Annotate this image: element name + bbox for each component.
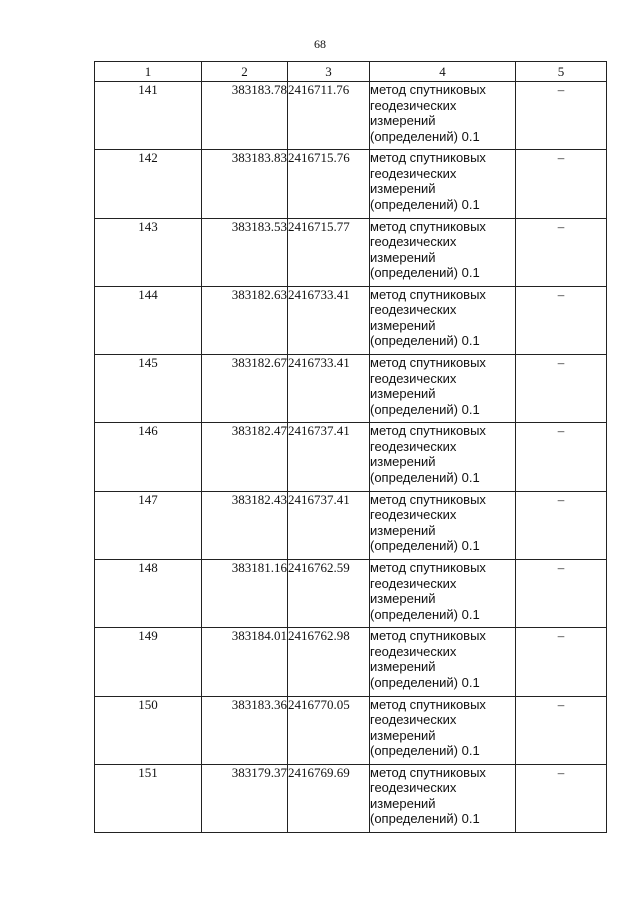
method-cell: метод спутниковых геодезических измерений (определений) 0.1	[370, 355, 516, 423]
y-coordinate-cell: 2416762.98	[288, 628, 370, 696]
x-coordinate-cell: 383182.63	[202, 286, 288, 354]
x-coordinate-cell: 383182.43	[202, 491, 288, 559]
y-coordinate-cell: 2416715.76	[288, 150, 370, 218]
table-header-row	[95, 62, 607, 82]
coordinates-table	[94, 61, 607, 833]
table-row	[95, 764, 607, 832]
method-cell: метод спутниковых геодезических измерений (определений) 0.1	[370, 82, 516, 150]
col5-cell: –	[516, 286, 607, 354]
col5-cell: –	[516, 82, 607, 150]
method-cell: метод спутниковых геодезических измерений (определений) 0.1	[370, 218, 516, 286]
table-row	[95, 150, 607, 218]
header-col-3: 3	[288, 62, 370, 82]
table-row	[95, 355, 607, 423]
x-coordinate-cell: 383183.36	[202, 696, 288, 764]
point-number-cell: 150	[95, 696, 202, 764]
table-row	[95, 82, 607, 150]
col5-cell: –	[516, 423, 607, 491]
table-row	[95, 218, 607, 286]
table-row	[95, 560, 607, 628]
col5-cell: –	[516, 491, 607, 559]
y-coordinate-cell: 2416733.41	[288, 355, 370, 423]
method-cell: метод спутниковых геодезических измерений (определений) 0.1	[370, 628, 516, 696]
method-cell: метод спутниковых геодезических измерений (определений) 0.1	[370, 696, 516, 764]
x-coordinate-cell: 383182.67	[202, 355, 288, 423]
header-col-1: 1	[95, 62, 202, 82]
col5-cell: –	[516, 628, 607, 696]
point-number-cell: 141	[95, 82, 202, 150]
method-cell: метод спутниковых геодезических измерений (определений) 0.1	[370, 286, 516, 354]
x-coordinate-cell: 383183.83	[202, 150, 288, 218]
header-col-4: 4	[370, 62, 516, 82]
method-cell: метод спутниковых геодезических измерений (определений) 0.1	[370, 150, 516, 218]
y-coordinate-cell: 2416762.59	[288, 560, 370, 628]
point-number-cell: 149	[95, 628, 202, 696]
method-cell: метод спутниковых геодезических измерений (определений) 0.1	[370, 423, 516, 491]
page-number: 68	[314, 37, 326, 51]
point-number-cell: 142	[95, 150, 202, 218]
point-number-cell: 151	[95, 764, 202, 832]
point-number-cell: 144	[95, 286, 202, 354]
x-coordinate-cell: 383183.53	[202, 218, 288, 286]
table-row	[95, 286, 607, 354]
col5-cell: –	[516, 696, 607, 764]
x-coordinate-cell: 383182.47	[202, 423, 288, 491]
point-number-cell: 148	[95, 560, 202, 628]
point-number-cell: 146	[95, 423, 202, 491]
table-row	[95, 696, 607, 764]
col5-cell: –	[516, 355, 607, 423]
y-coordinate-cell: 2416711.76	[288, 82, 370, 150]
y-coordinate-cell: 2416770.05	[288, 696, 370, 764]
col5-cell: –	[516, 218, 607, 286]
y-coordinate-cell: 2416737.41	[288, 491, 370, 559]
x-coordinate-cell: 383184.01	[202, 628, 288, 696]
table-row	[95, 628, 607, 696]
method-cell: метод спутниковых геодезических измерений (определений) 0.1	[370, 764, 516, 832]
col5-cell: –	[516, 150, 607, 218]
x-coordinate-cell: 383179.37	[202, 764, 288, 832]
header-col-2: 2	[202, 62, 288, 82]
y-coordinate-cell: 2416733.41	[288, 286, 370, 354]
table-row	[95, 491, 607, 559]
x-coordinate-cell: 383183.78	[202, 82, 288, 150]
col5-cell: –	[516, 764, 607, 832]
col5-cell: –	[516, 560, 607, 628]
table-body	[95, 82, 607, 833]
table-row	[95, 423, 607, 491]
method-cell: метод спутниковых геодезических измерений (определений) 0.1	[370, 560, 516, 628]
y-coordinate-cell: 2416737.41	[288, 423, 370, 491]
point-number-cell: 147	[95, 491, 202, 559]
y-coordinate-cell: 2416769.69	[288, 764, 370, 832]
x-coordinate-cell: 383181.16	[202, 560, 288, 628]
y-coordinate-cell: 2416715.77	[288, 218, 370, 286]
point-number-cell: 143	[95, 218, 202, 286]
point-number-cell: 145	[95, 355, 202, 423]
method-cell: метод спутниковых геодезических измерений (определений) 0.1	[370, 491, 516, 559]
header-col-5: 5	[516, 62, 607, 82]
